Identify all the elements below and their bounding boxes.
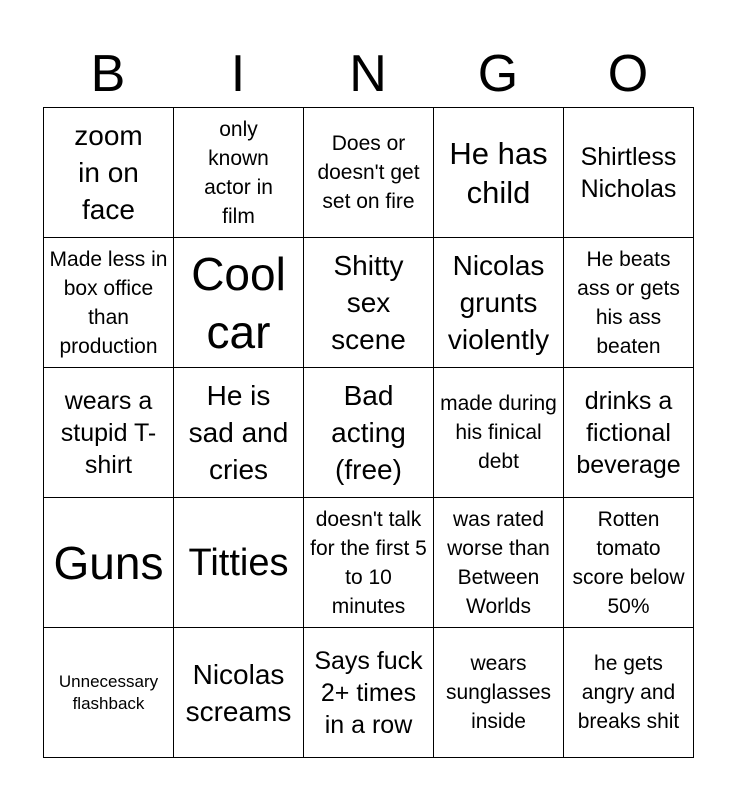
bingo-cell[interactable] [173,497,304,628]
cell-text: Shitty sex scene [331,250,406,355]
cell-text: Cool car [191,247,286,358]
bingo-grid [43,107,693,757]
cell-text: He has child [449,135,548,210]
bingo-cell[interactable] [43,107,174,238]
cell-text: Shirtless Nicholas [580,142,677,203]
bingo-cell[interactable] [563,237,694,368]
cell-text: Says fuck 2+ times in a row [314,646,423,739]
bingo-cell[interactable] [303,627,434,758]
bingo-header [43,40,693,108]
bingo-cell[interactable] [173,107,304,238]
bingo-cell[interactable] [563,627,694,758]
bingo-cell[interactable] [563,497,694,628]
bingo-cell[interactable] [43,627,174,758]
cell-text: Titties [188,541,289,584]
cell-text: Made less in box office than production [49,247,168,358]
cell-text: he gets angry and breaks shit [577,652,680,733]
bingo-cell[interactable] [433,367,564,498]
bingo-cell[interactable] [433,497,564,628]
header-letter-n: N [349,45,387,103]
header-letter-b: B [90,45,126,103]
header-letter-i: I [230,45,246,103]
bingo-cell[interactable] [303,367,434,498]
bingo-cell[interactable] [173,237,304,368]
header-letter-o: O [607,45,649,103]
bingo-cell[interactable] [303,237,434,368]
bingo-cell[interactable] [563,367,694,498]
cell-text: Nicolas screams [185,658,292,727]
bingo-cell[interactable] [43,237,174,368]
cell-text: Rotten tomato score below 50% [572,507,685,618]
cell-text: was rated worse than Between Worlds [447,507,550,618]
cell-text: Guns [53,536,164,589]
cell-text: drinks a fictional beverage [576,386,681,479]
cell-text: doesn't talk for the first 5 to 10 minutes [310,507,427,618]
bingo-cell[interactable] [433,627,564,758]
cell-text: Does or doesn't get set on fire [317,132,420,213]
bingo-cell[interactable] [303,107,434,238]
cell-text: Bad acting (free) [331,380,406,485]
cell-text: Nicolas grunts violently [447,250,550,355]
bingo-cell[interactable] [433,237,564,368]
bingo-cell[interactable] [563,107,694,238]
cell-text: wears sunglasses inside [445,652,552,733]
header-letter-g: G [477,45,519,103]
bingo-cell[interactable] [303,497,434,628]
cell-text: wears a stupid T-shirt [60,386,157,479]
bingo-cell[interactable] [433,107,564,238]
bingo-cell[interactable] [173,367,304,498]
cell-text: only known actor in film [204,117,273,228]
cell-text: He is sad and cries [188,380,289,485]
bingo-cell[interactable] [173,627,304,758]
cell-text: zoom in on face [74,120,143,225]
bingo-cell[interactable] [43,497,174,628]
cell-text: He beats ass or gets his ass beaten [577,247,680,358]
cell-text: Unnecessary flashback [58,671,159,713]
bingo-cell[interactable] [43,367,174,498]
cell-text: made during his finical debt [440,392,557,473]
